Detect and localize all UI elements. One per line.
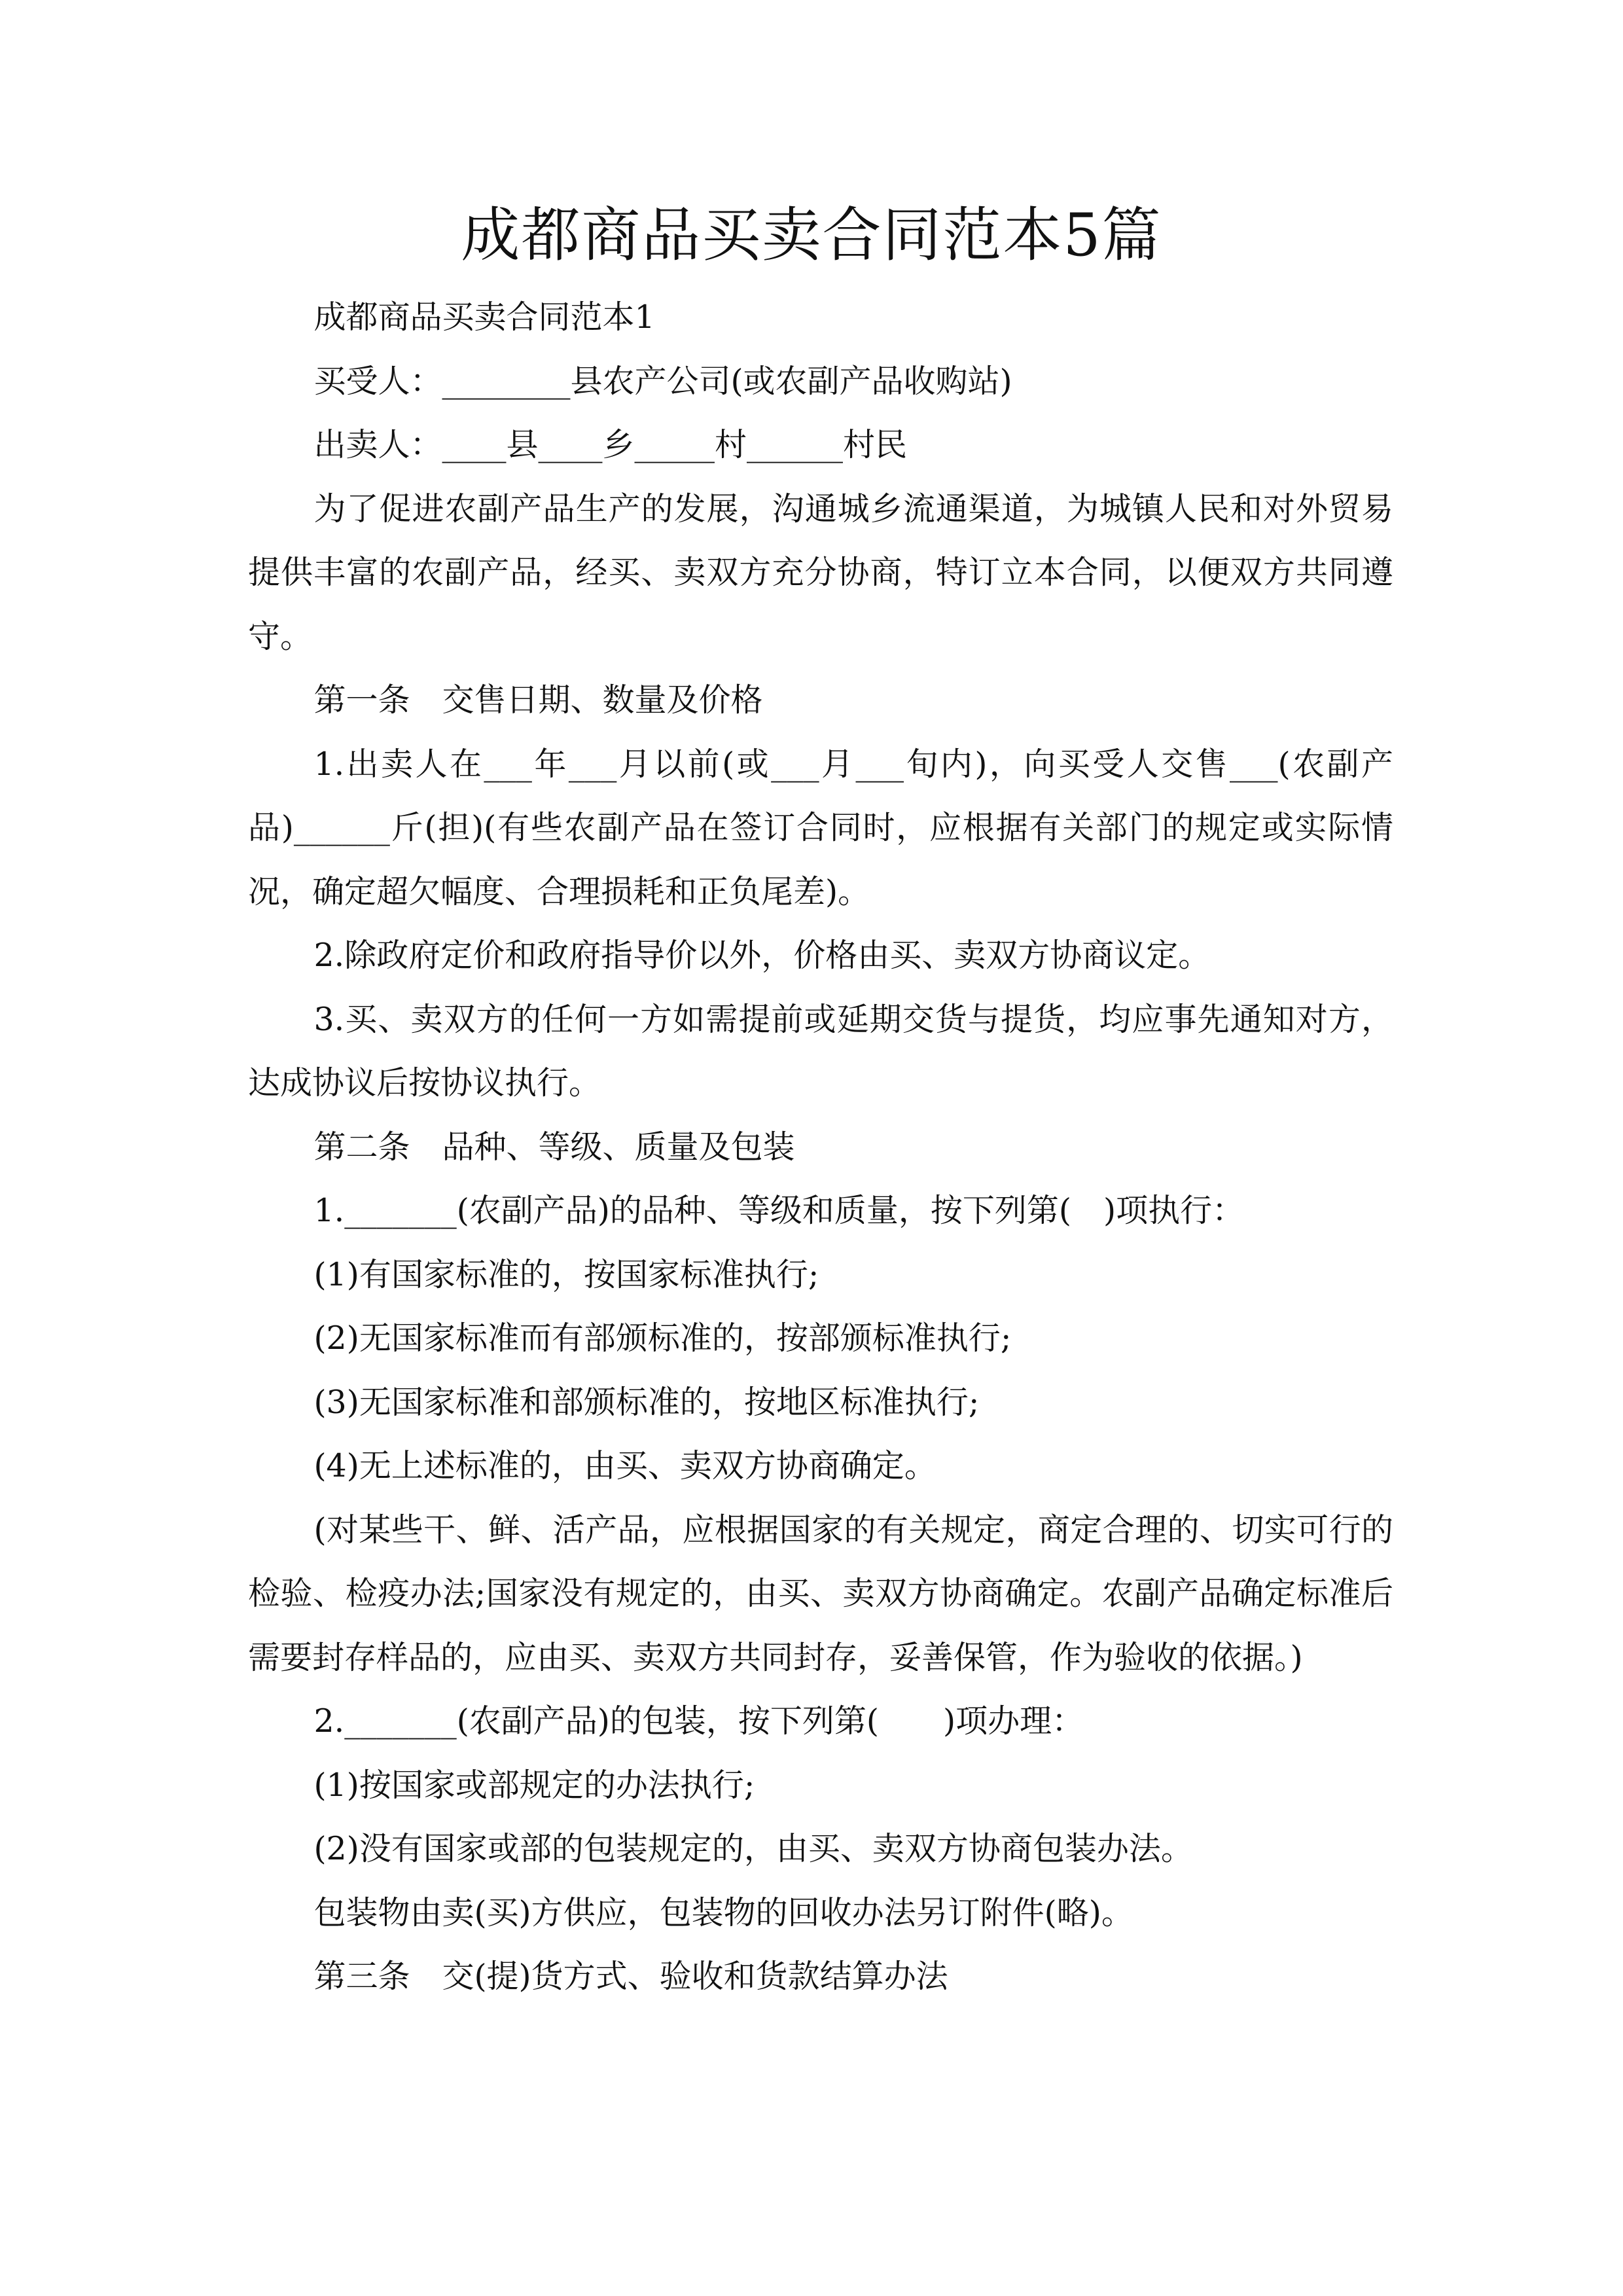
document-body [248, 285, 1393, 2009]
packaging-paragraph: 包装物由卖(买)方供应，包装物的回收办法另订附件(略)。 [313, 1893, 1133, 1931]
seller-line: 出卖人：____县____乡_____村______村民 [313, 426, 907, 463]
list-item: (4)无上述标准的，由买、卖双方协商确定。 [313, 1447, 936, 1484]
note-paragraph: (对某些干、鲜、活产品，应根据国家的有关规定，商定合理的、切实可行的检验、检疫办法;国家没有规定的，由买、卖双方协商确定。农副产品确定标准后需要封存样品的，应由买、卖双方共同封存，妥善保管，作为验收的依据。) [248, 1511, 1393, 1676]
article-1-heading: 第一条 交售日期、数量及价格 [313, 681, 763, 719]
article-1-clause-3: 3.买、卖双方的任何一方如需提前或延期交货与提货，均应事先通知对方，达成协议后按协议执行。 [248, 1000, 1393, 1102]
list-item: (1)按国家或部规定的办法执行; [313, 1766, 755, 1804]
buyer-line: 买受人：________县农产公司(或农副产品收购站) [313, 362, 1012, 400]
section-heading: 成都商品买卖合同范本1 [313, 298, 655, 336]
list-item: (2)没有国家或部的包装规定的，由买、卖双方协商包装办法。 [313, 1830, 1193, 1867]
article-3-heading: 第三条 交(提)货方式、验收和货款结算办法 [313, 1958, 948, 1995]
article-1-clause-2: 2.除政府定价和政府指导价以外，价格由买、卖双方协商议定。 [313, 937, 1211, 974]
article-2-clause-2: 2._______(农副产品)的包装，按下列第( )项办理： [313, 1702, 1084, 1740]
article-2-heading: 第二条 品种、等级、质量及包装 [313, 1128, 795, 1166]
preamble-paragraph: 为了促进农副产品生产的发展，沟通城乡流通渠道，为城镇人民和对外贸易提供丰富的农副产品，经买、卖双方充分协商，特订立本合同，以便双方共同遵守。 [248, 490, 1393, 655]
document-title: 成都商品买卖合同范本5篇 [461, 201, 1162, 270]
list-item: (2)无国家标准而有部颁标准的，按部颁标准执行; [313, 1319, 1012, 1357]
list-item: (1)有国家标准的，按国家标准执行; [313, 1255, 819, 1293]
article-1-clause-1: 1.出卖人在___年___月以前(或___月___旬内)，向买受人交售___(农副产品)______斤(担)(有些农副产品在签订合同时，应根据有关部门的规定或实际情况，确定超欠幅度、合理损耗和正负尾差)。 [248, 745, 1393, 910]
article-2-clause-1: 1._______(农副产品)的品种、等级和质量，按下列第( )项执行： [313, 1192, 1245, 1229]
list-item: (3)无国家标准和部颁标准的，按地区标准执行; [313, 1383, 980, 1421]
